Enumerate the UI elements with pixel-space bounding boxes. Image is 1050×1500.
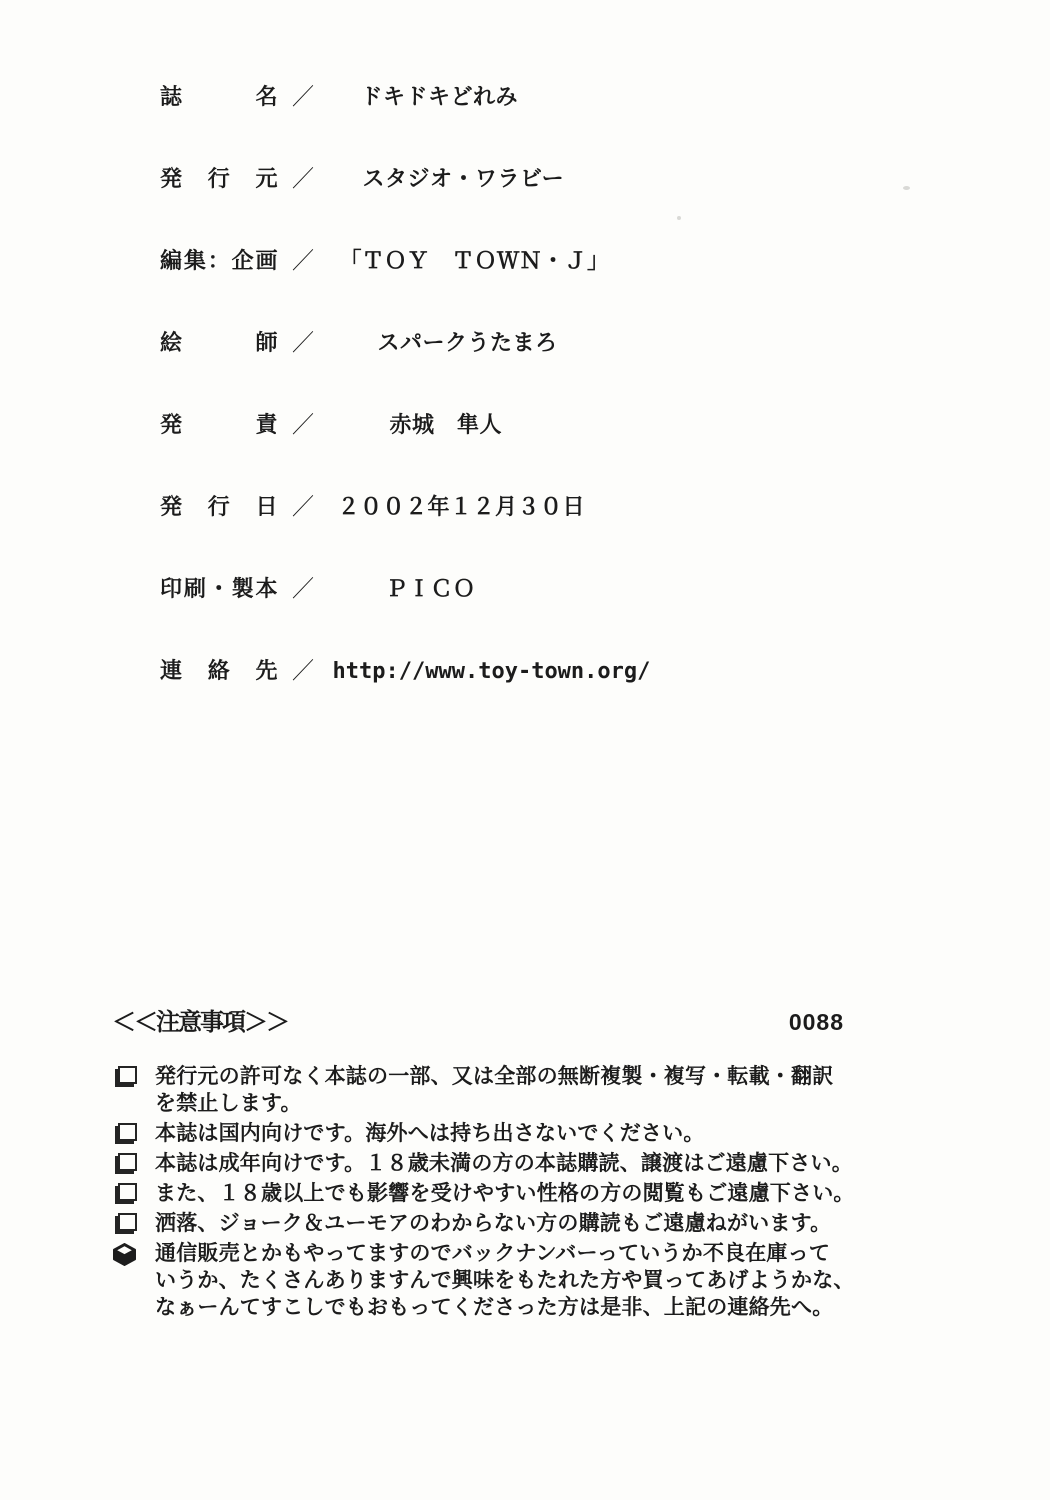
notice-title: ＜＜注意事項＞＞	[112, 1009, 288, 1036]
scan-speck	[677, 216, 681, 220]
row-value: ドキドキどれみ	[360, 84, 519, 109]
row-label: 絵師	[160, 330, 278, 355]
row-label: 誌名	[160, 84, 278, 109]
notice-item	[112, 1120, 858, 1147]
colophon-row-contact	[160, 656, 1050, 687]
notice-item-line: を禁止します。	[155, 1092, 302, 1115]
publication-info	[0, 0, 1050, 687]
row-value: ＰＩＣＯ	[385, 576, 476, 601]
notice-item	[112, 1210, 858, 1237]
checkbox-icon	[112, 1210, 155, 1236]
separator-slash: ／	[292, 329, 315, 356]
colophon-row-publish-date	[160, 492, 1050, 522]
notice-item-line: 本誌は国内向けです。海外へは持ち出さないでください。	[155, 1122, 705, 1145]
colophon-row-artist	[160, 328, 1050, 358]
row-label: 印刷・製本	[160, 576, 278, 601]
notice-item-line: いうか、たくさんありますんで興味をもたれた方や買ってあげようかな、	[155, 1269, 855, 1292]
row-label: 発責	[160, 412, 278, 437]
notice-item-line: 洒落、ジョーク＆ユーモアのわからない方の購読もご遠慮ねがいます。	[155, 1212, 832, 1235]
row-value: 赤城 隼人	[389, 412, 503, 437]
separator-slash: ／	[292, 575, 315, 602]
page-number: 0088	[788, 1009, 844, 1035]
notice-item-line: また、１８歳以上でも影響を受けやすい性格の方の閲覧もご遠慮下さい。	[155, 1182, 855, 1205]
checkbox-icon	[112, 1150, 155, 1176]
checkbox-icon	[112, 1180, 155, 1206]
row-value: ２００２年１２月３０日	[337, 494, 586, 519]
colophon-row-title	[160, 82, 1050, 112]
row-label: 発行日	[160, 494, 278, 519]
package-icon	[112, 1240, 155, 1266]
separator-slash: ／	[292, 493, 315, 520]
notice-item	[112, 1150, 858, 1177]
colophon-row-printing	[160, 574, 1050, 604]
row-value: スタジオ・ワラビー	[362, 166, 565, 191]
row-value: スパークうたまろ	[377, 330, 558, 355]
contact-url: http://www.toy-town.org/	[332, 659, 651, 684]
notice-item	[112, 1063, 858, 1117]
separator-slash: ／	[292, 165, 315, 192]
row-value: 「ＴＯＹ ＴＯＷＮ・Ｊ」	[339, 248, 610, 273]
notice-header	[112, 1009, 858, 1037]
row-label: 編集：企画	[160, 248, 278, 273]
checkbox-icon	[112, 1063, 155, 1089]
row-label: 連絡先	[160, 658, 278, 683]
notice-item	[112, 1180, 858, 1207]
checkbox-icon	[112, 1120, 155, 1146]
scan-speck	[903, 186, 910, 190]
notice-list	[112, 1063, 858, 1321]
separator-slash: ／	[292, 411, 315, 438]
separator-slash: ／	[292, 657, 315, 684]
notice-item	[112, 1240, 858, 1321]
notice-item-line: 発行元の許可なく本誌の一部、又は全部の無断複製・複写・転載・翻訳	[155, 1065, 834, 1088]
separator-slash: ／	[292, 247, 315, 274]
notice-item-line: なぁーんてすこしでもおもってくださった方は是非、上記の連絡先へ。	[155, 1296, 834, 1319]
colophon-row-responsible	[160, 410, 1050, 440]
row-label: 発行元	[160, 166, 278, 191]
colophon-row-publisher	[160, 164, 1050, 194]
notice-section	[112, 1009, 858, 1321]
notice-item-line: 通信販売とかもやってますのでバックナンバーっていうか不良在庫って	[155, 1242, 831, 1265]
separator-slash: ／	[292, 83, 315, 110]
colophon-row-editing-planning	[160, 246, 1050, 276]
notice-item-line: 本誌は成年向けです。１８歳未満の方の本誌購読、譲渡はご遠慮下さい。	[155, 1152, 853, 1175]
